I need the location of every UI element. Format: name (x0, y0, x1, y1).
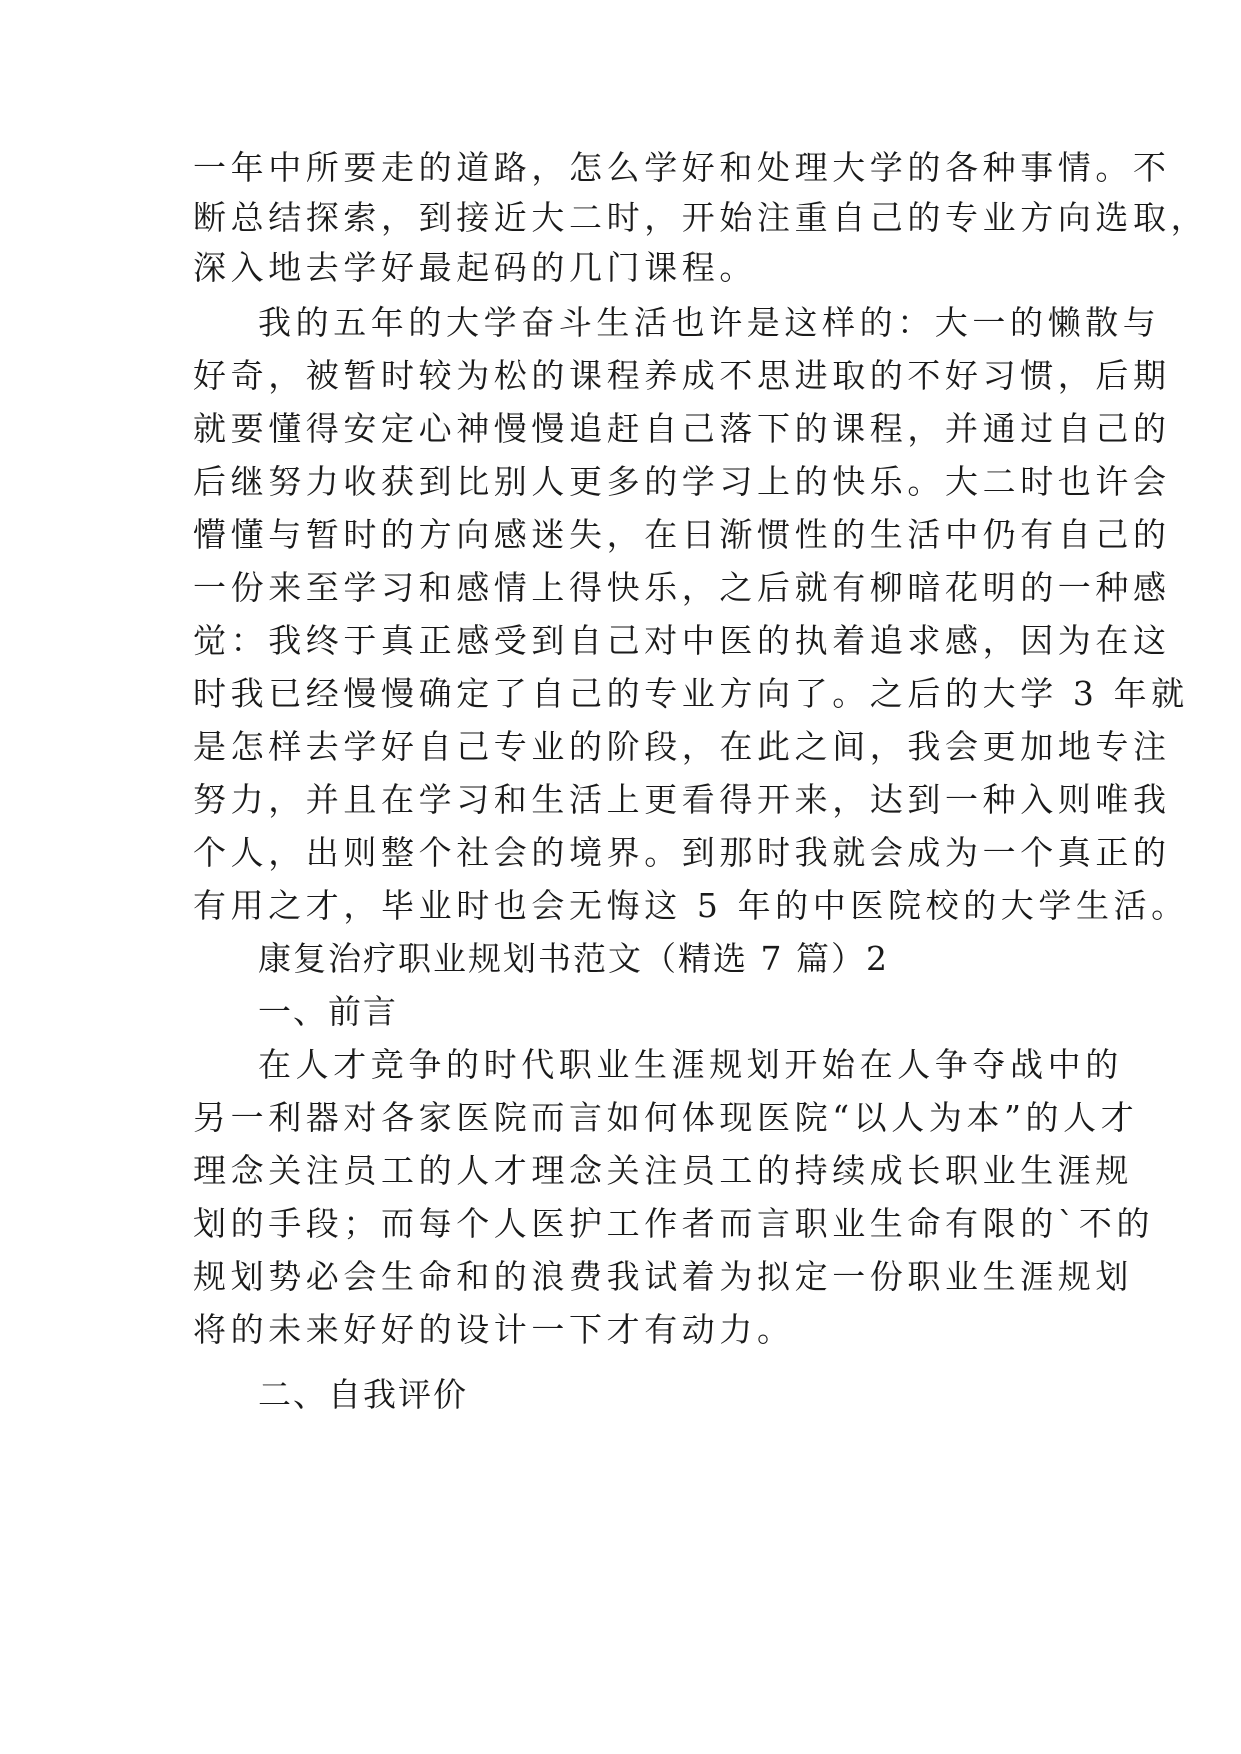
paragraph-3-line: 理念关注员工的人才理念关注员工的持续成长职业生涯规 (193, 1151, 1133, 1190)
section-title: 康复治疗职业规划书范文（精选 7 篇）2 (258, 939, 889, 978)
paragraph-2-line: 努力，并且在学习和生活上更看得开来，达到一种入则唯我 (193, 780, 1171, 819)
paragraph-3-line: 规划势必会生命和的浪费我试着为拟定一份职业生涯规划 (193, 1257, 1133, 1296)
paragraph-1-line: 深入地去学好最起码的几门课程。 (193, 248, 757, 287)
paragraph-2-line: 有用之才，毕业时也会无悔这 5 年的中医院校的大学生活。 (193, 886, 1189, 925)
paragraph-1-line: 断总结探索，到接近大二时，开始注重自己的专业方向选取， (193, 198, 1209, 237)
paragraph-2-line: 后继努力收获到比别人更多的学习上的快乐。大二时也许会 (193, 462, 1171, 501)
paragraph-3-line: 在人才竞争的时代职业生涯规划开始在人争夺战中的 (258, 1045, 1123, 1084)
paragraph-3-line: 将的未来好好的设计一下才有动力。 (193, 1310, 795, 1349)
paragraph-2-line: 好奇，被暂时较为松的课程养成不思进取的不好习惯，后期 (193, 356, 1171, 395)
paragraph-2-line: 一份来至学习和感情上得快乐，之后就有柳暗花明的一种感 (193, 568, 1171, 607)
heading-introduction: 一、前言 (258, 992, 398, 1031)
paragraph-2-line: 是怎样去学好自己专业的阶段，在此之间，我会更加地专注 (193, 727, 1171, 766)
paragraph-3-line: 另一利器对各家医院而言如何体现医院“以人为本”的人才 (193, 1098, 1139, 1137)
paragraph-2-line: 觉：我终于真正感受到自己对中医的执着追求感，因为在这 (193, 621, 1171, 660)
heading-self-evaluation: 二、自我评价 (258, 1375, 468, 1414)
paragraph-2-line: 我的五年的大学奋斗生活也许是这样的：大一的懒散与 (258, 303, 1161, 342)
paragraph-2-line: 懵懂与暂时的方向感迷失，在日渐惯性的生活中仍有自己的 (193, 515, 1171, 554)
paragraph-1-line: 一年中所要走的道路，怎么学好和处理大学的各种事情。不 (193, 148, 1171, 187)
paragraph-2-line: 个人，出则整个社会的境界。到那时我就会成为一个真正的 (193, 833, 1171, 872)
paragraph-2-line: 就要懂得安定心神慢慢追赶自己落下的课程，并通过自己的 (193, 409, 1171, 448)
paragraph-2-line: 时我已经慢慢确定了自己的专业方向了。之后的大学 3 年就 (193, 674, 1189, 713)
paragraph-3-line: 划的手段；而每个人医护工作者而言职业生命有限的`不的 (193, 1204, 1155, 1243)
